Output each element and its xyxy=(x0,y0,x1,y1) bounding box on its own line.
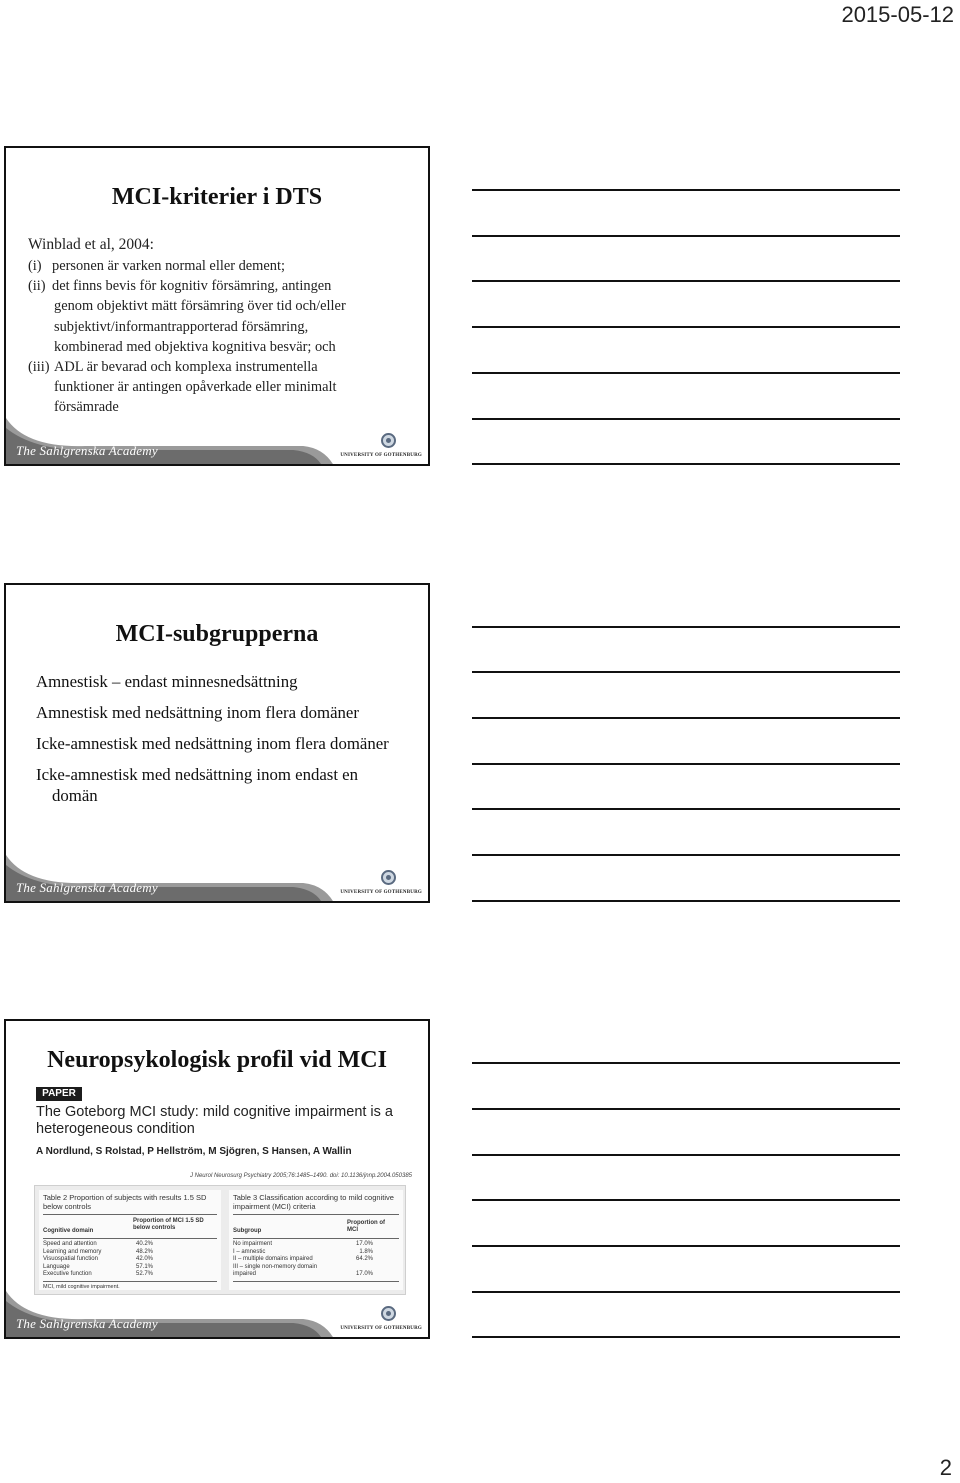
table-caption: Table 3 Classification according to mild cognitive impairment (MCI) criteria xyxy=(233,1193,394,1211)
slide-footer xyxy=(6,418,428,464)
table-row xyxy=(233,1241,373,1249)
slide-footer xyxy=(6,855,428,901)
header-date: 2015-05-12 xyxy=(841,2,954,27)
note-line xyxy=(472,1199,900,1201)
item-text: kombinerad med objektiva kognitiva besvär; och xyxy=(54,338,336,355)
table-cell: 42.0% xyxy=(135,1256,153,1263)
slide-mci-criteria xyxy=(4,146,430,466)
note-line xyxy=(472,463,900,465)
subgroup-item: Icke-amnestisk med nedsättning inom flera domäner xyxy=(36,734,389,753)
item-text: subjektivt/informantrapporterad försämring, xyxy=(54,318,309,335)
table-rule xyxy=(233,1214,399,1215)
table-rule xyxy=(43,1281,217,1282)
item-number: (iii) xyxy=(28,359,50,376)
table-cell: Learning and memory xyxy=(43,1248,102,1255)
table-cell: Visuospatial function xyxy=(43,1256,98,1263)
table-cell: III – single non-memory domain xyxy=(233,1263,318,1270)
table-rows xyxy=(43,1241,153,1279)
note-line xyxy=(472,854,900,856)
table-cell: impaired xyxy=(233,1271,257,1278)
table-caption: Table 2 Proportion of subjects with results 1.5 SD below controls xyxy=(43,1193,207,1211)
note-line xyxy=(472,900,900,902)
table-rows xyxy=(233,1241,373,1279)
table-row xyxy=(43,1249,153,1257)
table-row xyxy=(233,1271,373,1279)
table-cell: 40.2% xyxy=(135,1241,153,1247)
table-rule xyxy=(43,1238,217,1239)
note-line xyxy=(472,717,900,719)
paper-title: The Goteborg MCI study: mild cognitive impairment is a heterogeneous condition xyxy=(36,1104,393,1137)
note-line xyxy=(472,1291,900,1293)
table-3 xyxy=(229,1190,403,1290)
note-line xyxy=(472,1108,900,1110)
item-text: det finns bevis för kognitiv försämring, antingen xyxy=(52,278,332,295)
page-number: 2 xyxy=(939,1455,952,1480)
table-cell: No impairment xyxy=(233,1241,273,1247)
table-cell: 1.8% xyxy=(359,1248,373,1255)
note-line xyxy=(472,235,900,237)
table-row xyxy=(233,1256,373,1264)
table-cell: 17.0% xyxy=(355,1271,373,1278)
university-name: UNIVERSITY OF GOTHENBURG xyxy=(340,890,422,895)
table-row xyxy=(43,1264,153,1272)
table-cell: I – amnestic xyxy=(233,1248,266,1255)
intro-text: Winblad et al, 2004: xyxy=(28,236,154,253)
subgroup-item: Amnestisk – endast minnesnedsättning xyxy=(36,672,298,691)
table-col-header: Subgroup xyxy=(233,1228,262,1234)
slide-body xyxy=(36,671,404,816)
note-line xyxy=(472,1062,900,1064)
university-seal-icon xyxy=(381,433,396,448)
criteria-item xyxy=(28,357,416,377)
subgroup-item: Icke-amnestisk med nedsättning inom endast en domän xyxy=(36,765,359,805)
slide-title: MCI-subgrupperna xyxy=(115,621,319,647)
academy-name: The Sahlgrenska Academy xyxy=(16,1316,158,1331)
criteria-item xyxy=(28,276,416,296)
university-name: UNIVERSITY OF GOTHENBURG xyxy=(340,1326,422,1331)
table-row xyxy=(43,1256,153,1264)
table-cell: II – multiple domains impaired xyxy=(233,1256,313,1263)
note-line xyxy=(472,1154,900,1156)
table-row xyxy=(43,1271,153,1279)
item-number: (ii) xyxy=(28,278,46,295)
table-col-header: Proportion of MCI xyxy=(347,1220,385,1233)
university-seal-icon xyxy=(381,870,396,885)
note-line xyxy=(472,763,900,765)
table-row xyxy=(43,1241,153,1249)
table-row xyxy=(233,1264,373,1272)
tables-area xyxy=(34,1185,406,1295)
note-line xyxy=(472,808,900,810)
table-cell: 48.2% xyxy=(135,1248,153,1255)
table-col-header: Cognitive domain xyxy=(43,1228,94,1234)
item-text: personen är varken normal eller dement; xyxy=(52,258,285,274)
university-name: UNIVERSITY OF GOTHENBURG xyxy=(340,453,422,458)
table-note: MCI, mild cognitive impairment. xyxy=(43,1284,120,1290)
table-cell: Speed and attention xyxy=(43,1241,97,1247)
item-number: (i) xyxy=(28,258,42,274)
slide-mci-subgroups xyxy=(4,583,430,903)
paper-citation: J Neurol Neurosurg Psychiatry 2005;76:1485–1490. doi: 10.1136/jnnp.2004.050385 xyxy=(189,1173,412,1179)
note-line xyxy=(472,280,900,282)
paper-tag: PAPER xyxy=(36,1087,82,1101)
table-row xyxy=(233,1249,373,1257)
table-2 xyxy=(39,1190,221,1290)
note-line xyxy=(472,189,900,191)
academy-name: The Sahlgrenska Academy xyxy=(16,443,158,458)
item-text: funktioner är antingen opåverkade eller minimalt xyxy=(54,379,337,396)
note-line xyxy=(472,1245,900,1247)
note-line xyxy=(472,626,900,628)
note-line xyxy=(472,671,900,673)
note-line xyxy=(472,372,900,374)
table-cell: 17.0% xyxy=(355,1241,373,1247)
criteria-item xyxy=(28,256,416,276)
table-col-header: Proportion of MCI 1.5 SD below controls xyxy=(133,1218,204,1231)
table-cell: 64.2% xyxy=(355,1256,373,1263)
slide-body xyxy=(28,234,416,418)
note-line xyxy=(472,326,900,328)
slide-neuropsych-profile xyxy=(4,1019,430,1339)
slide-title: Neuropsykologisk profil vid MCI xyxy=(47,1047,387,1073)
table-rule xyxy=(43,1214,217,1215)
table-cell: 52.7% xyxy=(135,1271,153,1278)
table-cell: 57.1% xyxy=(135,1263,153,1270)
table-cell: Executive function xyxy=(43,1271,92,1278)
table-rule xyxy=(233,1281,399,1282)
item-text: ADL är bevarad och komplexa instrumentella xyxy=(54,359,318,376)
slide-footer xyxy=(6,1291,428,1337)
subgroup-item: Amnestisk med nedsättning inom flera domäner xyxy=(36,703,359,722)
item-text: genom objektivt mätt försämring över tid och/eller xyxy=(54,298,346,315)
item-text: försämrade xyxy=(54,399,119,416)
slide-title: MCI-kriterier i DTS xyxy=(111,184,323,210)
note-line xyxy=(472,1336,900,1338)
university-seal-icon xyxy=(381,1306,396,1321)
table-cell: Language xyxy=(43,1263,70,1270)
note-line xyxy=(472,418,900,420)
paper-authors: A Nordlund, S Rolstad, P Hellström, M Sjögren, S Hansen, A Wallin xyxy=(36,1146,352,1157)
academy-name: The Sahlgrenska Academy xyxy=(16,880,158,895)
table-rule xyxy=(233,1238,399,1239)
